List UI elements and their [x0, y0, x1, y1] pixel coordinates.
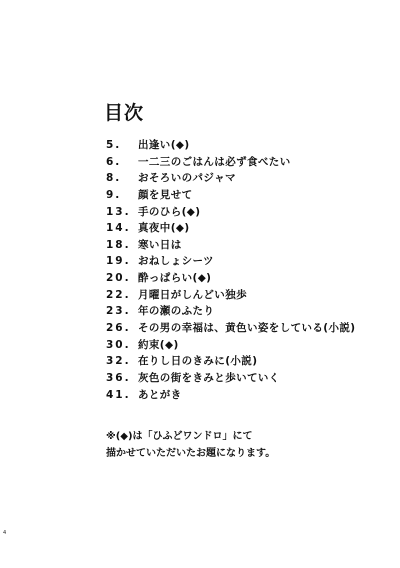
page-title: 目次	[104, 102, 145, 124]
toc-entry-title: 顔を見せて	[138, 188, 193, 201]
footnote-line-2: 描かせていただいたお題になります。	[106, 448, 276, 459]
toc-page-number: 30.	[106, 338, 131, 351]
toc-page-number: 14.	[106, 222, 131, 235]
toc-entry-title: その男の幸福は、黄色い姿をしている(小説)	[138, 322, 356, 335]
toc-entry	[106, 370, 356, 387]
toc-entry	[106, 237, 356, 254]
toc-entry-title: 真夜中(◆)	[138, 222, 190, 235]
toc-page-number: 5.	[106, 139, 122, 151]
toc-page-number: 22.	[106, 288, 131, 301]
toc-entry-title: 灰色の街をきみと歩いていく	[138, 371, 280, 384]
toc-page-number: 18.	[106, 238, 131, 251]
toc-entry-title: おねしょシーツ	[138, 255, 214, 268]
toc-entry-title: 手のひら(◆)	[138, 205, 201, 218]
footnote	[106, 428, 275, 462]
footnote-line-1: ※(◆)は「ひふどワンドロ」にて	[106, 431, 253, 442]
toc-entry-title: 酔っぱらい(◆)	[138, 272, 212, 285]
toc-entry	[106, 353, 356, 370]
toc-page-number: 19.	[106, 255, 131, 268]
toc-entry	[106, 170, 356, 187]
table-of-contents	[106, 137, 356, 403]
toc-entry-title: 年の瀬のふたり	[138, 305, 215, 318]
toc-entry-title: おそろいのパジャマ	[138, 172, 236, 185]
toc-entry-title: 約束(◆)	[138, 338, 179, 351]
toc-page-number: 9.	[106, 188, 122, 201]
toc-entry	[106, 303, 356, 320]
toc-entry	[106, 320, 356, 337]
toc-page-number: 13.	[106, 205, 131, 218]
toc-entry	[106, 387, 356, 404]
toc-entry	[106, 154, 356, 171]
toc-entry	[106, 253, 356, 270]
toc-entry-title: 一二三のごはんは必ず食べたい	[138, 155, 291, 168]
toc-entry-title: 出逢い(◆)	[138, 139, 190, 151]
toc-page-number: 26.	[106, 322, 131, 335]
toc-page-number: 6.	[106, 155, 122, 168]
toc-entry-title: 寒い日は	[138, 238, 182, 251]
toc-page-number: 20.	[106, 272, 131, 285]
toc-entry	[106, 220, 356, 237]
toc-entry-title: 月曜日がしんどい独歩	[138, 288, 247, 301]
toc-entry-title: 在りし日のきみに(小説)	[138, 355, 258, 368]
toc-entry	[106, 187, 356, 204]
toc-entry	[106, 337, 356, 354]
toc-page-number: 41.	[106, 388, 131, 401]
toc-page-number: 32.	[106, 355, 131, 368]
toc-entry	[106, 204, 356, 221]
toc-page-number: 36.	[106, 371, 131, 384]
page-number: 4	[3, 530, 7, 536]
toc-page-number: 8.	[106, 172, 122, 185]
toc-entry	[106, 270, 356, 287]
toc-entry-title: あとがき	[138, 388, 182, 401]
toc-page-number: 23.	[106, 305, 131, 318]
toc-entry	[106, 287, 356, 304]
toc-entry	[106, 137, 356, 154]
